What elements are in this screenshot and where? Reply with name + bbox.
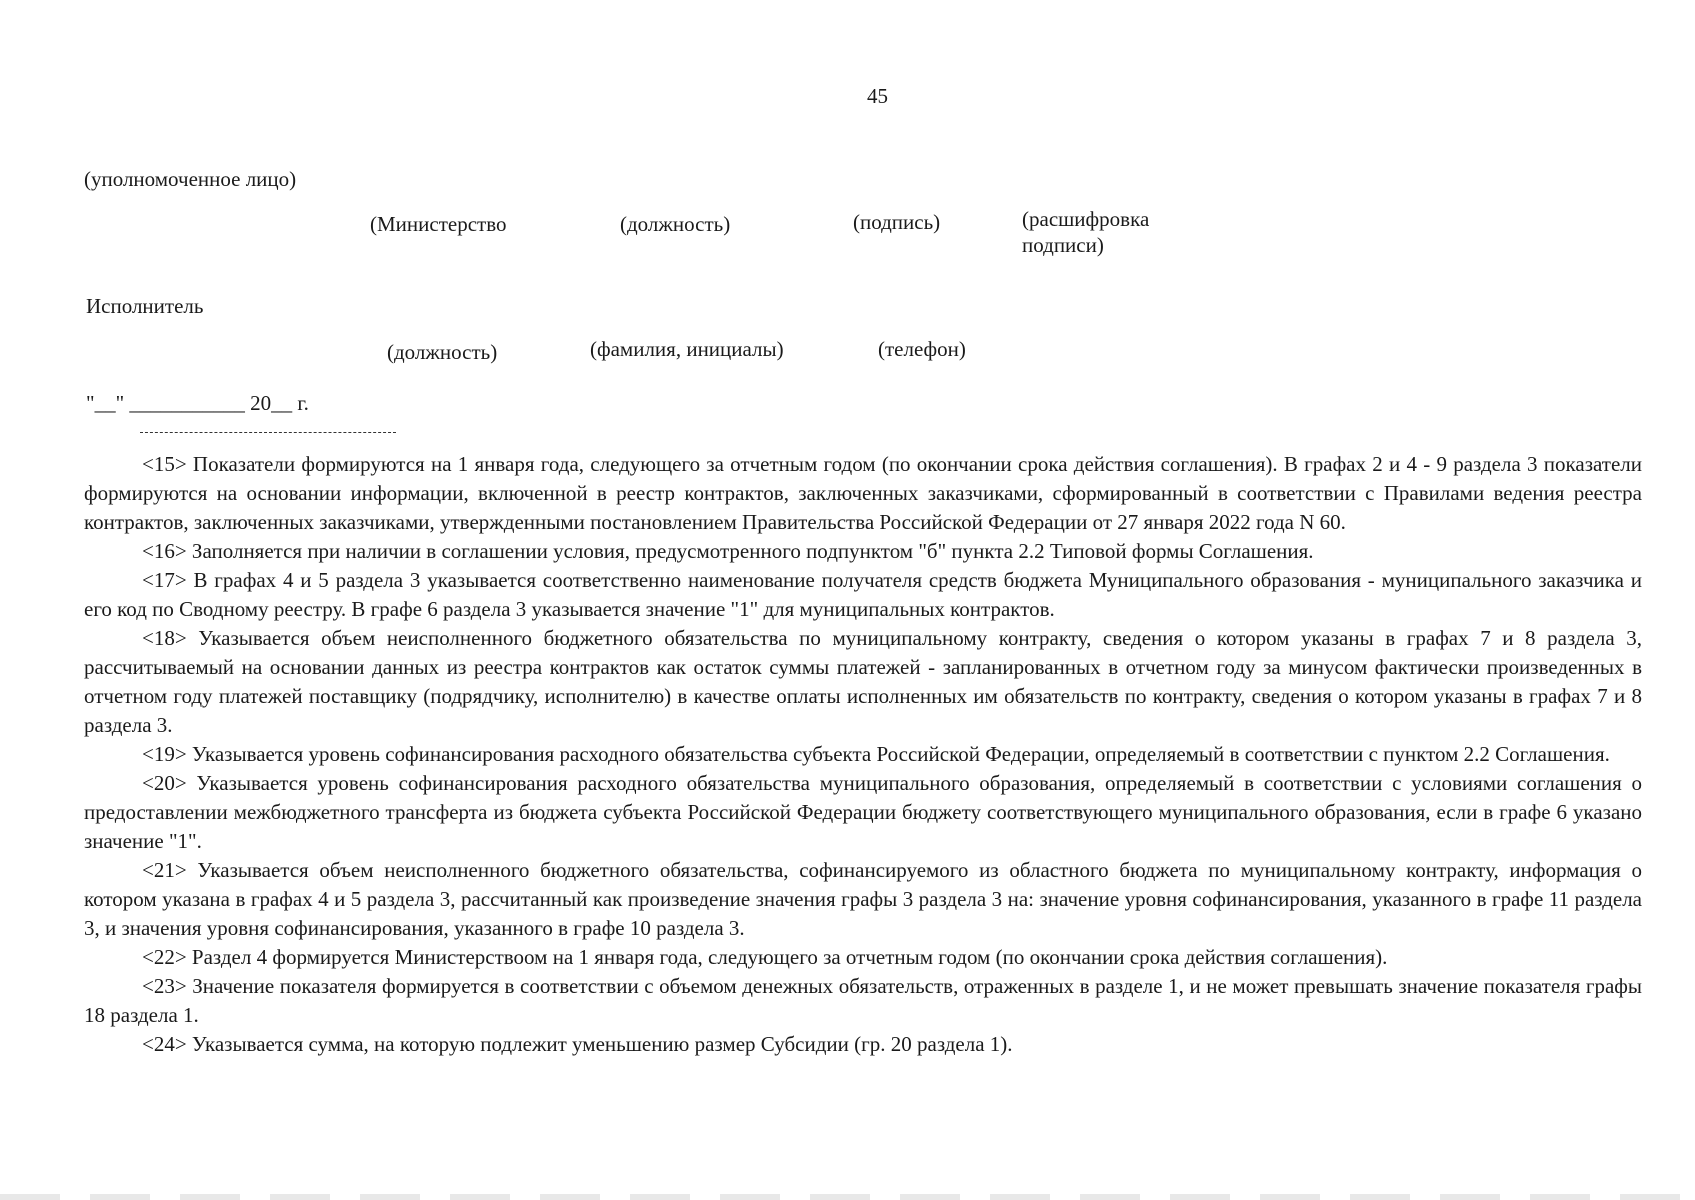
executor-phone-caption: (телефон) xyxy=(878,337,966,361)
footnote-15: <15> Показатели формируются на 1 января года, следующего за отчетным годом (по окончании срока действия соглашения). В графах 2 и 4 - 9 раздела 3 показатели формируются на основании информации, включенной в реестр контрактов, заключенных заказчиками, сформированный в соответствии с Правилами ведения реестра контрактов, заключенных заказчиками, утвержденными постановлением Правительства Российской Федерации от 27 января 2022 года N 60. xyxy=(84,452,1642,534)
footnote-19: <19> Указывается уровень софинансирования расходного обязательства субъекта Российской Федерации, определяемый в соответствии с пунктом 2.2 Соглашения. xyxy=(142,742,1610,766)
executor-position-caption: (должность) xyxy=(387,340,498,364)
signature-caption: (подпись) xyxy=(853,210,941,234)
position-caption: (должность) xyxy=(620,212,731,236)
footnote-23: <23> Значение показателя формируется в соответствии с объемом денежных обязательств, отраженных в разделе 1, и не может превышать значение показателя графы 18 раздела 1. xyxy=(84,974,1642,1027)
footnote-24: <24> Указывается сумма, на которую подлежит уменьшению размер Субсидии (гр. 20 раздела 1). xyxy=(142,1032,1013,1056)
page-number: 45 xyxy=(867,84,888,108)
footnote-22: <22> Раздел 4 формируется Министерствоом на 1 января года, следующего за отчетным годом (по окончании срока действия соглашения). xyxy=(142,945,1388,969)
footnote-20: <20> Указывается уровень софинансирования расходного обязательства муниципального образования, определяемый в соответствии с условиями соглашения о предоставлении межбюджетного трансферта из бюджета субъекта Российской Федерации бюджету соответствующего муниципального образования, если в графе 6 указано значение "1". xyxy=(84,771,1642,853)
scan-edge-artifact xyxy=(0,1194,1695,1200)
footnotes-section xyxy=(84,450,1642,1059)
executor-name-caption: (фамилия, инициалы) xyxy=(590,337,784,361)
date-line: "__" ___________ 20__ г. xyxy=(86,391,309,415)
footnote-18: <18> Указывается объем неисполненного бюджетного обязательства по муниципальному контракту, сведения о котором указаны в графах 7 и 8 раздела 3, рассчитываемый на основании данных из реестра контрактов как остаток суммы платежей - запланированных в отчетном году за минусом фактически произведенных в отчетном году платежей поставщику (подрядчику, исполнителю) в качестве оплаты исполненных им обязательств по контракту, сведения о котором указаны в графах 7 и 8 раздела 3. xyxy=(84,626,1642,737)
executor-label: Исполнитель xyxy=(86,294,204,318)
footnote-separator xyxy=(140,432,396,433)
signature-decoding-caption: (расшифровка подписи) xyxy=(1022,207,1150,257)
ministry-caption: (Министерство xyxy=(370,212,507,236)
footnote-16: <16> Заполняется при наличии в соглашении условия, предусмотренного подпунктом "б" пункта 2.2 Типовой формы Соглашения. xyxy=(142,539,1314,563)
authorized-person-caption: (уполномоченное лицо) xyxy=(84,167,297,191)
footnote-21: <21> Указывается объем неисполненного бюджетного обязательства, софинансируемого из областного бюджета по муниципальному контракту, информация о котором указана в графах 4 и 5 раздела 3, рассчитанный как произведение значения графы 3 раздела 3 на: значение уровня софинансирования, указанного в графе 11 раздела 3, и значения уровня софинансирования, указанного в графе 10 раздела 3. xyxy=(84,858,1642,940)
footnote-17: <17> В графах 4 и 5 раздела 3 указывается соответственно наименование получателя средств бюджета Муниципального образования - муниципального заказчика и его код по Сводному реестру. В графе 6 раздела 3 указывается значение "1" для муниципальных контрактов. xyxy=(84,568,1642,621)
